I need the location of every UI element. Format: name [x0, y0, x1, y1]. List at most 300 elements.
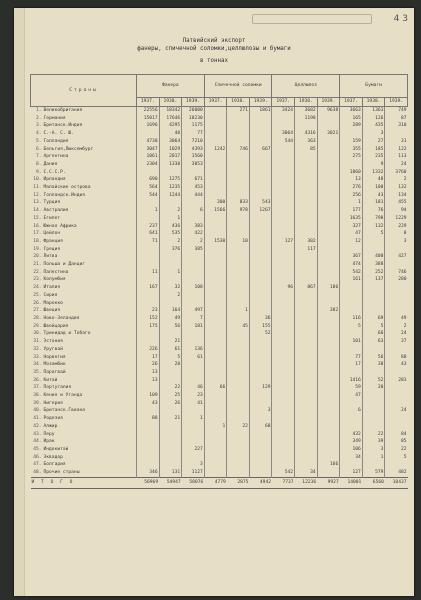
- table-row: [31, 130, 408, 138]
- value-cell: [295, 361, 318, 369]
- value-cell: [317, 122, 340, 130]
- row-number: 3.: [35, 123, 42, 129]
- value-cell: [137, 246, 160, 254]
- row-number: 44.: [33, 439, 42, 445]
- value-cell: 1029: [159, 146, 182, 154]
- value-cell: 474: [340, 261, 363, 269]
- row-number: 40.: [33, 408, 42, 414]
- value-cell: 237: [137, 223, 160, 231]
- value-cell: [385, 130, 408, 138]
- value-cell: [317, 207, 340, 215]
- value-cell: 43: [137, 400, 160, 408]
- value-cell: [272, 230, 295, 238]
- value-cell: 76: [362, 207, 385, 215]
- value-cell: [340, 461, 363, 469]
- value-cell: [295, 199, 318, 207]
- value-cell: 12: [340, 238, 363, 246]
- value-cell: [137, 407, 160, 415]
- value-cell: 88: [385, 354, 408, 362]
- country-name: Италия: [43, 284, 137, 292]
- value-cell: [227, 215, 250, 223]
- value-cell: [340, 161, 363, 169]
- value-cell: [317, 292, 340, 300]
- value-cell: [272, 461, 295, 469]
- value-cell: [227, 300, 250, 308]
- value-cell: 47: [340, 392, 363, 400]
- value-cell: 1860: [340, 169, 363, 177]
- value-cell: [272, 338, 295, 346]
- value-cell: [385, 415, 408, 423]
- value-cell: [295, 423, 318, 431]
- value-cell: [340, 130, 363, 138]
- value-cell: [317, 431, 340, 439]
- value-cell: [385, 284, 408, 292]
- value-cell: [227, 354, 250, 362]
- value-cell: [317, 377, 340, 385]
- value-cell: 21: [159, 338, 182, 346]
- value-cell: [272, 400, 295, 408]
- value-cell: 28: [159, 361, 182, 369]
- value-cell: [204, 176, 227, 184]
- value-cell: [249, 261, 272, 269]
- value-cell: [317, 392, 340, 400]
- value-cell: [385, 300, 408, 308]
- value-cell: [227, 122, 250, 130]
- value-cell: [295, 292, 318, 300]
- value-cell: 77: [340, 354, 363, 362]
- row-number: 37.: [33, 385, 42, 391]
- row-number: 41.: [33, 416, 42, 422]
- value-cell: 23: [137, 307, 160, 315]
- value-cell: 1: [137, 207, 160, 215]
- value-cell: [272, 192, 295, 200]
- value-cell: [159, 461, 182, 469]
- value-cell: [317, 246, 340, 254]
- table-row: [31, 246, 408, 254]
- table-row: [31, 415, 408, 423]
- row-number: 33.: [33, 354, 42, 360]
- row-number: 38.: [33, 393, 42, 399]
- value-cell: [227, 330, 250, 338]
- table-row: [31, 292, 408, 300]
- value-cell: [272, 361, 295, 369]
- value-cell: [272, 415, 295, 423]
- year-header: 1937.: [340, 98, 363, 107]
- row-number: 32.: [33, 346, 42, 352]
- country-name: Ново-Зеландия: [43, 315, 137, 323]
- value-cell: [317, 361, 340, 369]
- value-cell: [295, 223, 318, 231]
- value-cell: [317, 215, 340, 223]
- year-header: 1939.: [182, 98, 205, 107]
- value-cell: 9: [362, 161, 385, 169]
- value-cell: 6: [340, 407, 363, 415]
- value-cell: [137, 169, 160, 177]
- value-cell: 229: [385, 223, 408, 231]
- value-cell: [340, 423, 363, 431]
- value-cell: 26: [159, 400, 182, 408]
- value-cell: [227, 115, 250, 123]
- country-name: Прочие страны: [43, 469, 137, 477]
- value-cell: [249, 246, 272, 254]
- value-cell: 1338: [159, 161, 182, 169]
- country-name: Египет: [43, 215, 137, 223]
- value-cell: 132: [362, 223, 385, 231]
- value-cell: [385, 369, 408, 377]
- value-cell: [137, 338, 160, 346]
- row-number: 18.: [33, 238, 42, 244]
- value-cell: [317, 446, 340, 454]
- value-cell: [227, 261, 250, 269]
- value-cell: [204, 300, 227, 308]
- value-cell: [385, 423, 408, 431]
- value-cell: [182, 292, 205, 300]
- value-cell: [249, 354, 272, 362]
- table-row: [31, 161, 408, 169]
- value-cell: 383: [182, 223, 205, 231]
- value-cell: [204, 169, 227, 177]
- value-cell: [227, 431, 250, 439]
- value-cell: [272, 153, 295, 161]
- value-cell: [204, 161, 227, 169]
- country-name: Польша и Данциг: [43, 261, 137, 269]
- table-row: [31, 361, 408, 369]
- table-row: [31, 407, 408, 415]
- value-cell: [340, 415, 363, 423]
- value-cell: [272, 315, 295, 323]
- country-name: Тринидад и Тобаго: [43, 330, 137, 338]
- value-cell: [159, 276, 182, 284]
- value-cell: [227, 246, 250, 254]
- value-cell: [249, 400, 272, 408]
- value-cell: [272, 300, 295, 308]
- value-cell: 5: [159, 354, 182, 362]
- value-cell: 1: [204, 423, 227, 431]
- value-cell: [317, 115, 340, 123]
- table-row: [31, 469, 408, 477]
- group-header: Фанера: [137, 75, 205, 98]
- value-cell: 3: [385, 238, 408, 246]
- table-row: [31, 153, 408, 161]
- value-cell: [137, 438, 160, 446]
- value-cell: [249, 130, 272, 138]
- value-cell: [295, 431, 318, 439]
- total-cell: 9927: [317, 477, 340, 488]
- row-number: 10.: [33, 177, 42, 183]
- value-cell: [227, 461, 250, 469]
- value-cell: [295, 323, 318, 331]
- value-cell: 3: [249, 407, 272, 415]
- value-cell: 43: [362, 192, 385, 200]
- value-cell: [295, 122, 318, 130]
- value-cell: [295, 192, 318, 200]
- value-cell: [227, 369, 250, 377]
- table-row: [31, 138, 408, 146]
- value-cell: 435: [362, 122, 385, 130]
- country-name: Палестина: [43, 269, 137, 277]
- value-cell: [272, 199, 295, 207]
- value-cell: [362, 307, 385, 315]
- total-label: И Т О Г О: [31, 477, 137, 488]
- country-name: Швеция: [43, 307, 137, 315]
- value-cell: 2304: [137, 161, 160, 169]
- value-cell: [295, 407, 318, 415]
- value-cell: [317, 330, 340, 338]
- value-cell: 39: [362, 438, 385, 446]
- value-cell: 41: [182, 400, 205, 408]
- value-cell: [295, 176, 318, 184]
- country-name: Турция: [43, 199, 137, 207]
- value-cell: 45: [227, 323, 250, 331]
- value-cell: [249, 238, 272, 246]
- value-cell: 40: [159, 130, 182, 138]
- value-cell: [249, 438, 272, 446]
- value-cell: [249, 415, 272, 423]
- value-cell: [272, 438, 295, 446]
- row-number: 39.: [33, 400, 42, 406]
- value-cell: 746: [227, 146, 250, 154]
- country-name: Парагвай: [43, 369, 137, 377]
- value-cell: [182, 377, 205, 385]
- value-cell: 69: [362, 315, 385, 323]
- value-cell: [159, 438, 182, 446]
- country-name: Ирландия: [43, 176, 137, 184]
- value-cell: [295, 354, 318, 362]
- value-cell: [295, 153, 318, 161]
- value-cell: [204, 153, 227, 161]
- value-cell: 482: [385, 469, 408, 477]
- value-cell: 289: [340, 122, 363, 130]
- row-number: 23.: [33, 277, 42, 283]
- value-cell: 122: [385, 146, 408, 154]
- value-cell: [295, 392, 318, 400]
- value-cell: [295, 415, 318, 423]
- value-cell: [204, 307, 227, 315]
- country-name: Германия: [43, 115, 137, 123]
- value-cell: 283: [385, 377, 408, 385]
- row-number: 24.: [33, 285, 42, 291]
- row-number: 1.: [35, 108, 42, 113]
- row-number: 43.: [33, 431, 42, 437]
- value-cell: [295, 207, 318, 215]
- value-cell: [295, 400, 318, 408]
- value-cell: 132: [385, 184, 408, 192]
- value-cell: 7210: [182, 138, 205, 146]
- value-cell: 1560: [182, 153, 205, 161]
- value-cell: [295, 346, 318, 354]
- value-cell: 382: [317, 307, 340, 315]
- value-cell: [272, 207, 295, 215]
- value-cell: 564: [137, 184, 160, 192]
- value-cell: [204, 276, 227, 284]
- value-cell: 181: [182, 323, 205, 331]
- value-cell: [295, 384, 318, 392]
- value-cell: [204, 354, 227, 362]
- value-cell: 52: [362, 377, 385, 385]
- value-cell: [272, 115, 295, 123]
- value-cell: [272, 323, 295, 331]
- row-number: 45.: [33, 446, 42, 452]
- value-cell: 3: [362, 130, 385, 138]
- value-cell: [340, 284, 363, 292]
- value-cell: [362, 461, 385, 469]
- value-cell: [204, 338, 227, 346]
- value-cell: [137, 300, 160, 308]
- country-name: Сирия: [43, 292, 137, 300]
- country-name: Южная Африка: [43, 223, 137, 231]
- value-cell: 101: [340, 338, 363, 346]
- value-cell: 1127: [182, 469, 205, 477]
- value-cell: 1530: [204, 238, 227, 246]
- value-cell: 109: [137, 392, 160, 400]
- value-cell: [227, 230, 250, 238]
- value-cell: [227, 184, 250, 192]
- value-cell: [204, 261, 227, 269]
- value-cell: [317, 338, 340, 346]
- country-name: Мозамбик: [43, 361, 137, 369]
- value-cell: [249, 161, 272, 169]
- row-number: 42.: [33, 423, 42, 429]
- value-cell: [204, 315, 227, 323]
- value-cell: 31: [385, 138, 408, 146]
- total-cell: 56969: [137, 477, 160, 488]
- value-cell: [340, 400, 363, 408]
- value-cell: [249, 338, 272, 346]
- table-row: [31, 454, 408, 462]
- country-name: Нигерия: [43, 400, 137, 408]
- value-cell: 276: [340, 184, 363, 192]
- group-header: Спичечной соломки: [204, 75, 272, 98]
- total-cell: 4779: [204, 477, 227, 488]
- value-cell: [204, 461, 227, 469]
- value-cell: [204, 122, 227, 130]
- country-name: Португалия: [43, 384, 137, 392]
- value-cell: [295, 215, 318, 223]
- value-cell: [227, 469, 250, 477]
- value-cell: 542: [340, 269, 363, 277]
- row-number: 19.: [33, 246, 42, 252]
- value-cell: 126: [362, 115, 385, 123]
- value-cell: [137, 253, 160, 261]
- value-cell: 2: [385, 176, 408, 184]
- value-cell: 427: [385, 253, 408, 261]
- table-row: [31, 253, 408, 261]
- value-cell: 400: [362, 253, 385, 261]
- value-cell: 15017: [137, 115, 160, 123]
- value-cell: [272, 169, 295, 177]
- value-cell: 61: [182, 354, 205, 362]
- value-cell: [204, 230, 227, 238]
- value-cell: 175: [137, 323, 160, 331]
- value-cell: 3053: [182, 161, 205, 169]
- value-cell: [362, 246, 385, 254]
- value-cell: 24: [385, 161, 408, 169]
- value-cell: 641: [137, 230, 160, 238]
- value-cell: 13: [137, 377, 160, 385]
- value-cell: [317, 176, 340, 184]
- value-cell: [137, 330, 160, 338]
- value-cell: 22: [385, 446, 408, 454]
- country-name: Болгария: [43, 461, 137, 469]
- value-cell: [317, 230, 340, 238]
- value-cell: 3064: [272, 130, 295, 138]
- table-row: [31, 122, 408, 130]
- value-cell: [182, 431, 205, 439]
- total-cell: 6560: [362, 477, 385, 488]
- row-number: 7.: [35, 154, 42, 160]
- table-row: [31, 230, 408, 238]
- value-cell: [317, 384, 340, 392]
- document-sheet: [14, 8, 414, 596]
- value-cell: [317, 146, 340, 154]
- value-cell: [295, 230, 318, 238]
- value-cell: [249, 454, 272, 462]
- country-name: Индокитай: [43, 446, 137, 454]
- value-cell: 1: [159, 269, 182, 277]
- country-name: Алжир: [43, 423, 137, 431]
- value-cell: [340, 300, 363, 308]
- table-row: [31, 269, 408, 277]
- year-header: 1937.: [137, 98, 160, 107]
- value-cell: [272, 330, 295, 338]
- value-cell: [317, 369, 340, 377]
- table-body: [31, 107, 408, 478]
- value-cell: 10230: [182, 115, 205, 123]
- value-cell: [249, 176, 272, 184]
- row-number: 16.: [33, 223, 42, 229]
- value-cell: 1244: [159, 192, 182, 200]
- value-cell: [137, 199, 160, 207]
- value-cell: [249, 122, 272, 130]
- value-cell: 542: [272, 469, 295, 477]
- value-cell: 978: [227, 207, 250, 215]
- value-cell: [249, 369, 272, 377]
- binding-strip: [14, 8, 25, 596]
- row-number: 26.: [33, 300, 42, 306]
- value-cell: 2: [385, 323, 408, 331]
- value-cell: [204, 407, 227, 415]
- value-cell: [295, 253, 318, 261]
- value-cell: [249, 138, 272, 146]
- value-cell: [362, 423, 385, 431]
- value-cell: [249, 469, 272, 477]
- total-cell: 54947: [159, 477, 182, 488]
- year-header: 1939.: [249, 98, 272, 107]
- value-cell: [317, 238, 340, 246]
- value-cell: [227, 454, 250, 462]
- value-cell: [227, 161, 250, 169]
- value-cell: 3760: [385, 169, 408, 177]
- value-cell: 367: [340, 253, 363, 261]
- value-cell: [159, 423, 182, 431]
- value-cell: 49: [159, 315, 182, 323]
- value-cell: [249, 276, 272, 284]
- year-header: 1938.: [362, 98, 385, 107]
- country-name: Голландия: [43, 138, 137, 146]
- value-cell: [295, 269, 318, 277]
- table-row: [31, 431, 408, 439]
- value-cell: 27: [362, 138, 385, 146]
- value-cell: [272, 246, 295, 254]
- value-cell: 106: [340, 446, 363, 454]
- table-row: [31, 115, 408, 123]
- country-name: Эквадор: [43, 454, 137, 462]
- value-cell: [182, 361, 205, 369]
- country-name: Великобритания: [43, 107, 137, 115]
- value-cell: [227, 315, 250, 323]
- value-cell: [249, 184, 272, 192]
- value-cell: [204, 377, 227, 385]
